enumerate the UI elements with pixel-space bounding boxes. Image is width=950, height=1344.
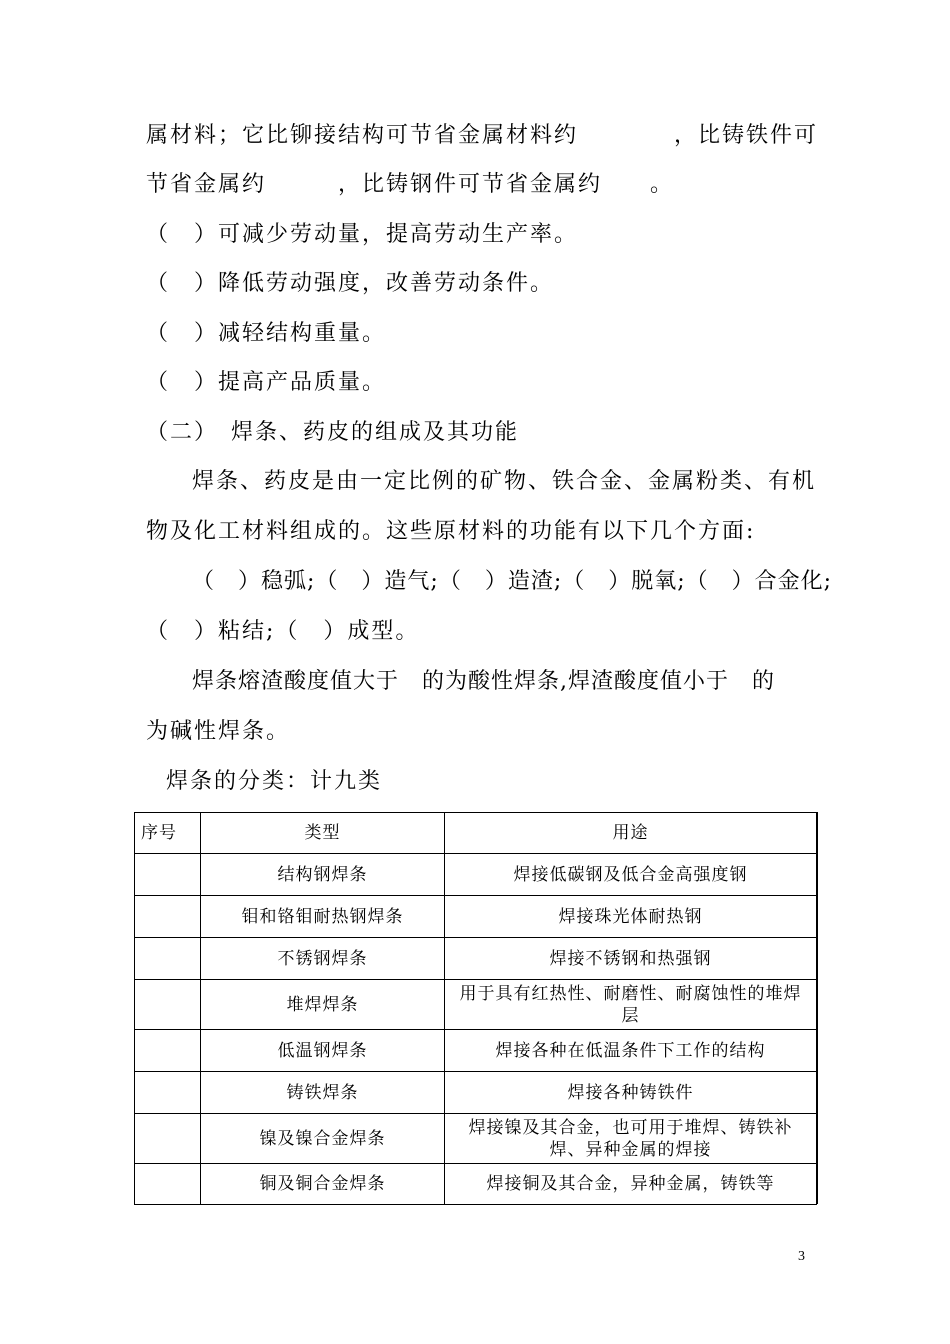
paragraph-line-4: （ ）降低劳动强度，改善劳动条件。 (146, 271, 555, 296)
paragraph-line-5: （ ）减轻结构重量。 (146, 321, 387, 346)
table-row (135, 1164, 817, 1205)
cell-seq (135, 1114, 201, 1164)
cell-seq (135, 1164, 201, 1205)
cell-type: 铜及铜合金焊条 (201, 1164, 445, 1205)
cell-use: 焊接珠光体耐热钢 (445, 896, 817, 938)
cell-seq (135, 896, 201, 938)
section-heading: （二） 焊条、药皮的组成及其功能 (146, 420, 520, 445)
table-row (135, 938, 817, 980)
paragraph-line-1: 属材料；它比铆接结构可节省金属材料约 ，比铸铁件可 (146, 123, 819, 148)
table-row (135, 896, 817, 938)
paragraph-line-3: （ ）可减少劳动量，提高劳动生产率。 (146, 222, 579, 247)
paragraph-line-2: 节省金属约 ，比铸钢件可节省金属约 。 (146, 172, 675, 197)
table-caption: 焊条的分类：计九类 (166, 769, 383, 794)
table-row (135, 980, 817, 1030)
paragraph-line-9: 物及化工材料组成的。这些原材料的功能有以下几个方面: (146, 519, 756, 544)
paragraph-line-6: （ ）提高产品质量。 (146, 370, 387, 395)
cell-use: 焊接铜及其合金，异种金属，铸铁等 (445, 1164, 817, 1205)
cell-seq (135, 1072, 201, 1114)
cell-type: 铸铁焊条 (201, 1072, 445, 1114)
paragraph-line-11: （ ）粘结;（ ）成型。 (146, 619, 420, 644)
cell-use: 焊接低碳钢及低合金高强度钢 (445, 854, 817, 896)
cell-type: 低温钢焊条 (201, 1030, 445, 1072)
table-row (135, 1114, 817, 1164)
table-row (135, 1072, 817, 1114)
table-row (135, 854, 817, 896)
cell-type: 镍及镍合金焊条 (201, 1114, 445, 1164)
paragraph-line-10: （ ）稳弧;（ ）造气;（ ）造渣;（ ）脱氧;（ ）合金化; (192, 569, 833, 594)
electrode-classification-table (134, 812, 817, 1205)
page-number: 3 (798, 1249, 805, 1264)
paragraph-line-8: 焊条、药皮是由一定比例的矿物、铁合金、金属粉类、有机 (192, 469, 817, 494)
cell-type: 结构钢焊条 (201, 854, 445, 896)
table-header-row (135, 813, 817, 854)
cell-type: 钼和铬钼耐热钢焊条 (201, 896, 445, 938)
table-row (135, 1030, 817, 1072)
cell-use: 焊接各种铸铁件 (445, 1072, 817, 1114)
table-outer-border (816, 812, 818, 1204)
cell-use: 焊接不锈钢和热强钢 (445, 938, 817, 980)
header-type: 类型 (201, 813, 445, 854)
cell-type: 堆焊焊条 (201, 980, 445, 1030)
cell-seq (135, 980, 201, 1030)
header-seq: 序号 (135, 813, 201, 854)
cell-type: 不锈钢焊条 (201, 938, 445, 980)
cell-use: 焊接各种在低温条件下工作的结构 (445, 1030, 817, 1072)
cell-seq (135, 854, 201, 896)
cell-seq (135, 1030, 201, 1072)
cell-seq (135, 938, 201, 980)
paragraph-line-12: 焊条熔渣酸度值大于 的为酸性焊条,焊渣酸度值小于 的 (192, 669, 775, 694)
cell-use: 用于具有红热性、耐磨性、耐腐蚀性的堆焊层 (445, 980, 817, 1030)
header-use: 用途 (445, 813, 817, 854)
cell-use: 焊接镍及其合金，也可用于堆焊、铸铁补焊、异种金属的焊接 (445, 1114, 817, 1164)
paragraph-line-13: 为碱性焊条。 (146, 719, 291, 744)
